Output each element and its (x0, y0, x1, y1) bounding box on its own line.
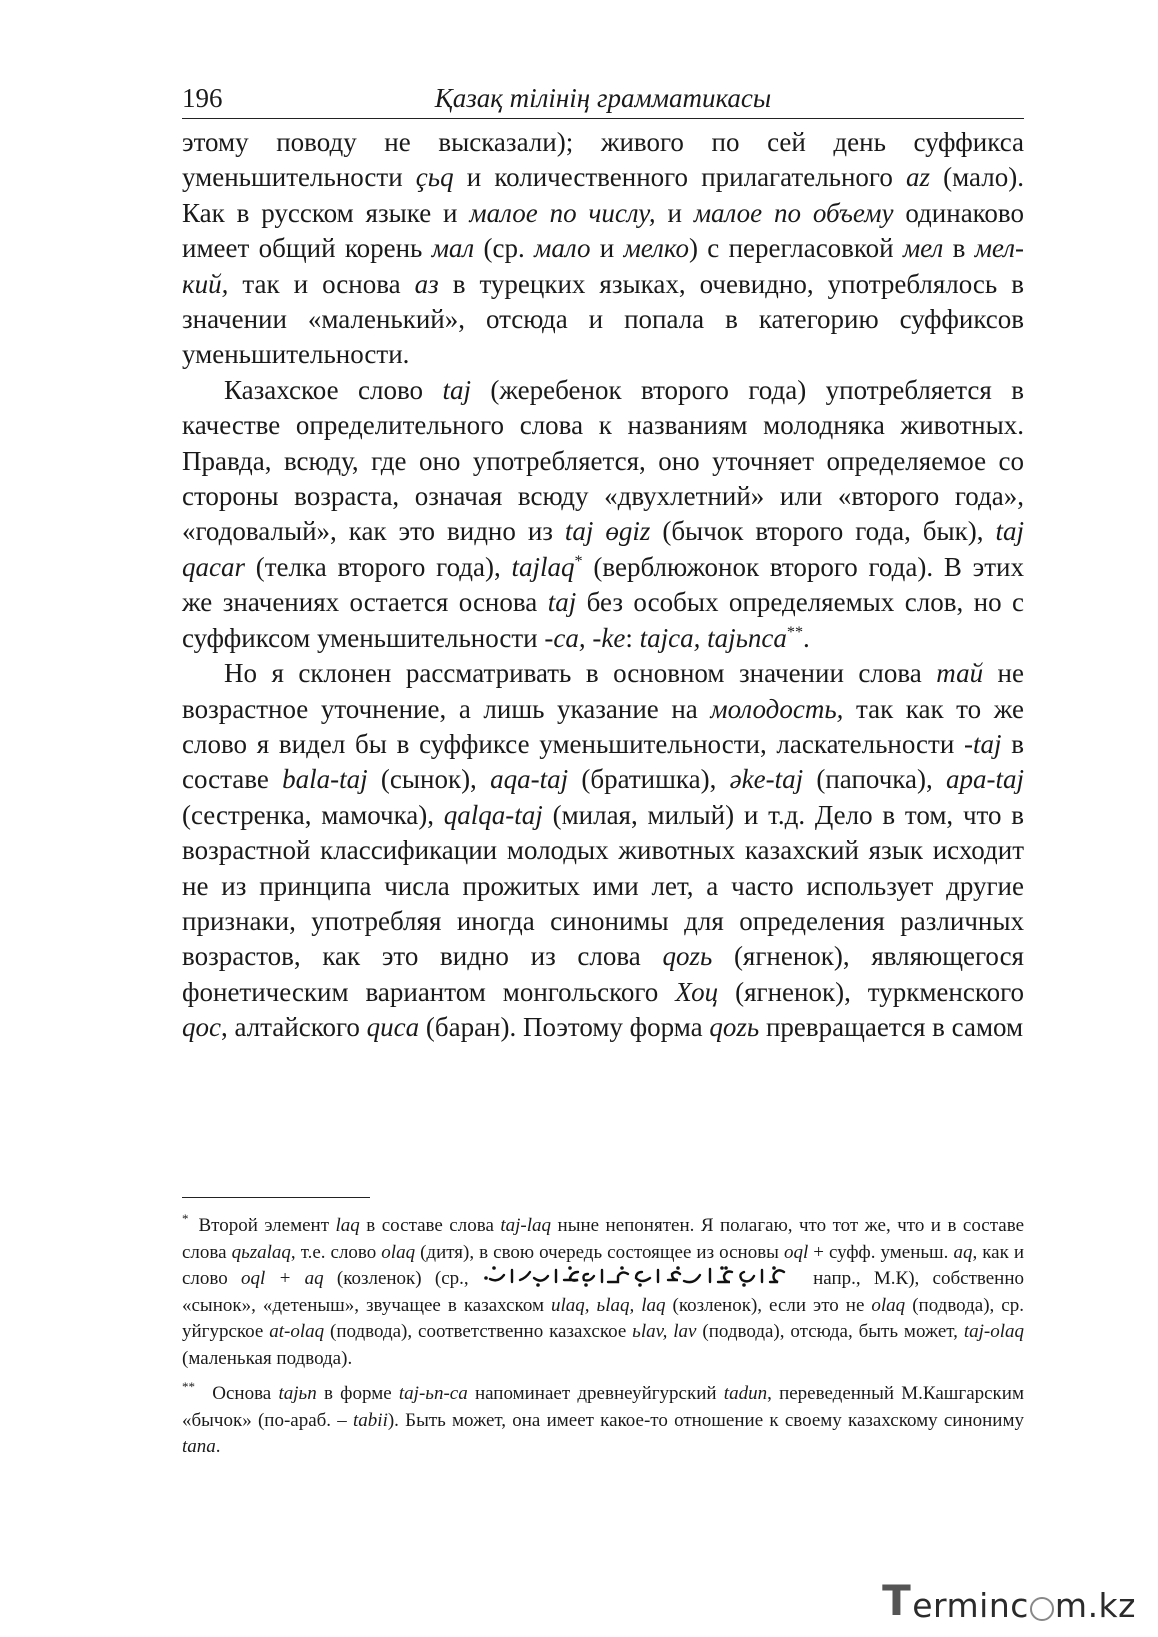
italic-term: мел-кий, (182, 233, 1024, 299)
text-run: (подвода), ср. уйгурское (182, 1294, 1024, 1342)
italic-term: çьq (415, 162, 454, 193)
text-run: в форме (316, 1383, 399, 1404)
text-run: (ср. (474, 233, 535, 264)
text-run: (милая, милый) и т.д. Дело в том, что в возрастной классификации молодых животных казахский язык исходит не из принципа числа прожитых ими лет, а часто использует другие признаки, употребляя иногда синонимы для определения различных возрастов, как это видно из слова (182, 799, 1024, 972)
italic-term: tana (182, 1436, 216, 1457)
text-run: Но я склонен рассматривать в основном значении слова (224, 658, 937, 689)
italic-term: quca (366, 1012, 420, 1043)
text-run: (мало). Как в русском языке и (182, 162, 1024, 228)
italic-term: qьzalaq (231, 1241, 291, 1263)
text-run: так как то же слово я видел бы в суффиксе уменьшительности, ласкательности (182, 693, 1024, 759)
text-run: напр., М.К), собственно «сынок», «детеныш», звучащее в казахском (182, 1268, 1024, 1316)
watermark-t-letter: T (882, 1576, 912, 1625)
text-run: в турецких языках, очевидно, употреблялось в значении «маленький», отсюда и попала в категорию суффиксов уменьшительности. (182, 268, 1024, 370)
text-run: (верблюжонок второго года). В этих же значениях остается основа (182, 551, 1024, 618)
italic-term: laq (335, 1215, 360, 1236)
watermark-text-end: m.kz (1054, 1586, 1136, 1625)
italic-term: мало (534, 233, 591, 264)
italic-term: aq (953, 1241, 973, 1263)
italic-term: малое по числу, (469, 197, 656, 228)
footnote-ref: ** (786, 622, 804, 641)
text-run: . (215, 1436, 221, 1457)
text-run: в (943, 233, 975, 264)
text-run: (телка второго года), (245, 551, 512, 582)
italic-term: tabii (353, 1409, 388, 1431)
italic-term: olaq (871, 1294, 906, 1316)
text-run: : (625, 622, 640, 653)
watermark-o-circle-icon (1030, 1597, 1054, 1621)
footnote-mark: ** (182, 1379, 195, 1394)
italic-term: taj-olaq (963, 1321, 1024, 1342)
text-run: и (590, 233, 624, 264)
text-run: , т.е. слово (290, 1241, 382, 1263)
main-text (182, 125, 1024, 1046)
text-run: (бычок второго года, бык), (650, 516, 996, 547)
running-title: Қазақ тілінің грамматикасы (434, 83, 772, 113)
text-run: (жеребенок второго года) употребляется в качестве определительного слова к названиям молодняка животных. Правда, всюду, где оно употребляется, оно уточняет определяемое со стороны возраста, означая всюду «двухлетний» или «второго года», «годовалый», как это видно из (182, 374, 1024, 547)
text-run: (дитя), в свою очередь состоящее из основы (415, 1241, 784, 1263)
text-run: (подвода), отсюда, быть может, (696, 1321, 964, 1342)
italic-term: taj (442, 374, 471, 405)
text-run: . (803, 622, 810, 653)
text-run: (сынок), (367, 764, 491, 795)
text-run: (козленок), если это не (665, 1294, 872, 1316)
italic-term: Хоц (675, 976, 719, 1007)
text-run: в составе слова (359, 1215, 501, 1236)
italic-term: молодость, (710, 693, 844, 724)
text-run: и количественного прилагательного (453, 162, 906, 193)
footnote-1 (182, 1206, 1024, 1372)
italic-term: apa-taj (945, 764, 1024, 795)
text-run: ) с перегласовкой (688, 233, 903, 264)
italic-term: tadun (723, 1383, 768, 1404)
italic-term: әke-taj (729, 764, 804, 795)
italic-term: oql + aq (241, 1268, 324, 1289)
text-run: (братишка), (568, 764, 730, 795)
italic-term: мал (431, 233, 475, 264)
italic-term: малое по объему (693, 197, 894, 228)
italic-term: -ca, -ke (544, 622, 626, 653)
footnote-ref: * (574, 551, 583, 570)
italic-term: taj өgiz (564, 516, 651, 547)
termincom-watermark (882, 1576, 1136, 1625)
text-run: так и основа (228, 268, 415, 299)
text-run: + суфф. уменьш. (808, 1241, 954, 1263)
italic-term: tajlaq (511, 551, 575, 582)
italic-term: ulaq, ьlaq, laq (551, 1294, 666, 1316)
text-run: Казахское слово (224, 374, 443, 405)
italic-term: az (906, 162, 931, 193)
italic-term: тай (936, 658, 984, 689)
italic-term: taj-laq (500, 1215, 552, 1236)
footnote-2 (182, 1374, 1024, 1461)
text-run: превращается в самом (759, 1012, 1024, 1043)
text-run: (ягненок), туркменского (718, 976, 1024, 1007)
italic-term: oql (783, 1241, 809, 1263)
italic-term: at-olaq (269, 1321, 325, 1342)
text-run: в составе (182, 728, 1024, 795)
text-run: без особых определяемых слов, но с суффиксом уменьшительности (182, 587, 1024, 653)
text-run: (ягненок), являющегося фонетическим вариантом монгольского (182, 941, 1024, 1007)
paragraph-2 (182, 373, 1024, 656)
italic-term: taj qacar (182, 516, 1024, 582)
italic-term: мел (902, 233, 944, 264)
italic-term: qoc (182, 1012, 221, 1043)
text-run: (баран). Поэтому форма (419, 1012, 710, 1043)
text-run: напоминает древнеуйгурский (467, 1383, 724, 1404)
italic-term: ьlav, lav (632, 1321, 697, 1342)
text-run: (маленькая подвода). (182, 1347, 353, 1369)
footnotes (182, 1206, 1024, 1463)
text-run: , алтайского (220, 1012, 367, 1043)
italic-term: мелко (623, 233, 689, 264)
text-run: не возрастное уточнение, а лишь указание на (182, 658, 1024, 724)
footnote-separator (182, 1197, 370, 1198)
italic-term: qozь (709, 1012, 760, 1043)
italic-term: аз (414, 268, 439, 299)
text-run: (папочка), (803, 764, 946, 795)
text-run: Основа (205, 1383, 279, 1404)
page-number: 196 (182, 83, 223, 113)
text-run: ). Быть может, она имеет какое-то отношение к своему казахскому синониму (387, 1409, 1025, 1431)
text-run: этому поводу не высказали); живого по сей день суффикса уменьшительности (182, 127, 1024, 193)
book-page (182, 78, 1024, 1046)
arabic-quotation-image (482, 1266, 794, 1288)
italic-term: tajьn (278, 1383, 317, 1404)
italic-term: bala-taj (282, 764, 368, 795)
text-run: (козленок) (ср., (323, 1268, 482, 1289)
text-run: , как и слово (182, 1241, 1024, 1289)
text-run: ныне непонятен. Я полагаю, что тот же, что и в составе слова (182, 1215, 1024, 1263)
italic-term: tajca, tajьnca (639, 622, 787, 653)
text-run: , переведенный М.Кашгарским «бычок» (по-араб. – (182, 1383, 1024, 1431)
text-run: (сестренка, мамочка), (182, 799, 444, 830)
running-header (182, 78, 1024, 119)
italic-term: -taj (964, 728, 1002, 759)
italic-term: qozь (662, 941, 713, 972)
text-run: и (655, 197, 694, 228)
italic-term: qalqa-taj (443, 799, 543, 830)
italic-term: taj (547, 587, 577, 618)
footnote-mark: * (182, 1211, 189, 1226)
text-run: одинаково имеет общий корень (182, 197, 1024, 264)
paragraph-1 (182, 125, 1024, 373)
italic-term: taj-ьn-ca (398, 1383, 468, 1404)
paragraph-3 (182, 656, 1024, 1045)
text-run: (подвода), соответственно казахское (324, 1321, 633, 1342)
italic-term: olaq (381, 1241, 416, 1263)
watermark-text-start: erminc (912, 1586, 1029, 1625)
text-run: Второй элемент (198, 1215, 336, 1236)
italic-term: aqa-taj (490, 764, 569, 795)
